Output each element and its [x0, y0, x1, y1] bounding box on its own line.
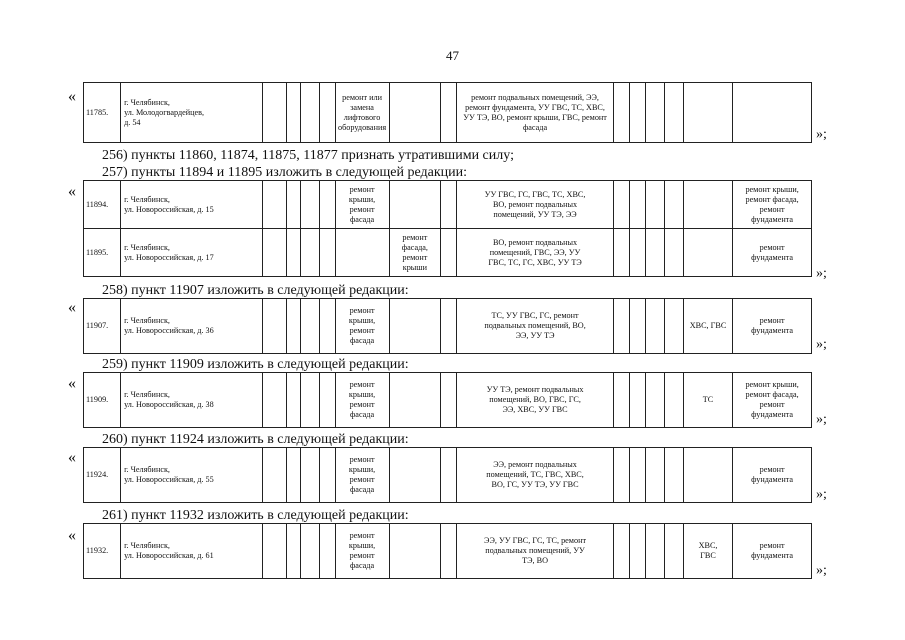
address-line: г. Челябинск, — [124, 194, 170, 204]
work-text: ремонт — [349, 306, 375, 315]
work-cell — [389, 373, 441, 428]
work-cell — [441, 299, 457, 354]
record-table — [83, 298, 812, 354]
work-text: подвальных помещений, УУ — [485, 546, 585, 555]
work-cell — [614, 524, 630, 579]
work-cell — [300, 181, 319, 229]
work-cell — [664, 181, 683, 229]
work-cell — [262, 373, 287, 428]
work-text: оборудования — [338, 122, 387, 132]
work-cell — [262, 83, 287, 143]
work-cell — [441, 181, 457, 229]
work-text: УУ ТЭ, ремонт подвальных — [486, 385, 584, 394]
work-cell — [300, 373, 319, 428]
work-text: ремонт — [759, 400, 785, 409]
work-text: ЭЭ, УУ ТЭ — [515, 331, 555, 340]
work-cell — [319, 448, 335, 503]
work-cell — [456, 299, 613, 354]
work-text: ремонт — [349, 455, 375, 464]
work-text: ЭЭ, УУ ГВС, ГС, ТС, ремонт — [484, 536, 587, 545]
section-heading: 261) пункт 11932 изложить в следующей редакции: — [102, 508, 409, 523]
address-cell — [121, 181, 263, 229]
work-cell — [335, 83, 389, 143]
address-line: ул. Молодогвардейцев, — [124, 107, 205, 117]
work-cell — [441, 83, 457, 143]
work-text: фундамента — [751, 475, 794, 484]
address-line: г. Челябинск, — [124, 97, 170, 107]
work-text: ЭЭ, ХВС, УУ ГВС — [502, 405, 568, 414]
address-line: г. Челябинск, — [124, 242, 170, 252]
work-cell — [629, 229, 645, 277]
work-text: крыши, — [348, 541, 376, 550]
work-cell — [629, 83, 645, 143]
work-cell — [441, 373, 457, 428]
section-heading: 257) пункты 11894 и 11895 изложить в следующей редакции: — [102, 165, 468, 180]
work-text: фасада — [350, 561, 375, 570]
work-text: ХВС, — [698, 541, 718, 550]
work-cell — [262, 181, 287, 229]
work-cell — [456, 181, 613, 229]
work-cell — [683, 373, 732, 428]
work-cell — [287, 181, 300, 229]
work-cell — [335, 524, 389, 579]
work-text: ремонт — [759, 316, 785, 325]
work-cell — [335, 373, 389, 428]
work-text: ремонт — [349, 380, 375, 389]
work-text: фасада — [350, 214, 375, 224]
closing-quote: »; — [816, 266, 827, 281]
record-table — [83, 372, 812, 428]
opening-quote: « — [68, 183, 76, 200]
work-cell — [733, 373, 812, 428]
work-text: ВО, ремонт подвальных — [492, 237, 578, 247]
work-cell — [664, 229, 683, 277]
work-text: ремонт крыши, — [745, 380, 799, 389]
work-text: ГВС — [700, 551, 716, 560]
work-cell — [645, 229, 664, 277]
work-cell — [733, 524, 812, 579]
item-number: 11785. — [84, 83, 121, 143]
work-cell — [664, 83, 683, 143]
work-text: фасада — [350, 410, 375, 419]
work-cell — [614, 448, 630, 503]
work-cell — [389, 83, 441, 143]
work-cell — [645, 373, 664, 428]
work-text: помещений, ГВС, ЭЭ, УУ — [489, 247, 581, 257]
address-line: г. Челябинск, — [124, 316, 170, 325]
address-cell — [121, 299, 263, 354]
work-cell — [664, 448, 683, 503]
work-text: фундамента — [751, 410, 794, 419]
work-cell — [614, 299, 630, 354]
work-text: ремонт — [349, 184, 375, 194]
work-cell — [683, 83, 732, 143]
work-cell — [319, 299, 335, 354]
address-line: ул. Новороссийская, д. 15 — [124, 204, 214, 214]
opening-quote: « — [68, 449, 76, 466]
work-cell — [645, 524, 664, 579]
work-cell — [300, 83, 319, 143]
work-cell — [287, 299, 300, 354]
work-cell — [441, 229, 457, 277]
work-cell — [683, 181, 732, 229]
opening-quote: « — [68, 375, 76, 392]
table-row — [84, 181, 812, 229]
work-cell — [456, 524, 613, 579]
table-row — [84, 524, 812, 579]
work-text: подвальных помещений, ВО, — [484, 321, 586, 330]
work-cell — [664, 373, 683, 428]
work-cell — [335, 448, 389, 503]
work-text: крыши, — [348, 390, 376, 399]
work-text: фундамента — [751, 252, 794, 262]
work-cell — [319, 83, 335, 143]
work-cell — [733, 229, 812, 277]
section-heading: 260) пункт 11924 изложить в следующей редакции: — [102, 432, 409, 447]
work-text: ремонт — [759, 204, 785, 214]
work-cell — [733, 448, 812, 503]
work-cell — [629, 181, 645, 229]
work-cell — [614, 181, 630, 229]
work-cell — [629, 448, 645, 503]
work-text: ХВС, ГВС — [689, 321, 727, 330]
work-text: ремонт — [349, 204, 375, 214]
work-text: УУ ТЭ, ВО, ремонт крыши, ГВС, ремонт — [463, 112, 607, 122]
work-text: ЭЭ, ремонт подвальных — [493, 460, 577, 469]
work-cell — [389, 181, 441, 229]
work-cell — [389, 448, 441, 503]
work-text: фундамента — [751, 551, 794, 560]
record-table — [83, 82, 812, 143]
work-cell — [262, 299, 287, 354]
section-heading: 259) пункт 11909 изложить в следующей редакции: — [102, 357, 409, 372]
work-text: ТС — [702, 395, 714, 404]
work-cell — [300, 448, 319, 503]
opening-quote: « — [68, 527, 76, 544]
work-cell — [319, 373, 335, 428]
item-number: 11907. — [84, 299, 121, 354]
work-text: ТЭ, ВО — [522, 556, 548, 565]
work-cell — [456, 373, 613, 428]
work-cell — [664, 299, 683, 354]
work-text: ремонт — [349, 326, 375, 335]
record-table — [83, 180, 812, 277]
record-table — [83, 447, 812, 503]
work-text: крыши — [402, 262, 427, 272]
work-text: ВО, ГС, УУ ТЭ, УУ ГВС — [491, 480, 579, 489]
work-text: ремонт фасада, — [745, 390, 799, 399]
work-cell — [733, 181, 812, 229]
work-text: крыши, — [348, 465, 376, 474]
work-text: фундамента — [751, 214, 794, 224]
work-text: ремонт подвальных помещений, ЭЭ, — [471, 92, 599, 102]
work-cell — [629, 373, 645, 428]
table-row — [84, 299, 812, 354]
work-cell — [683, 229, 732, 277]
work-text: ГВС, ТС, ГС, ХВС, УУ ТЭ — [488, 257, 582, 267]
work-text: ремонт — [349, 475, 375, 484]
work-cell — [664, 524, 683, 579]
work-cell — [287, 229, 300, 277]
item-number: 11924. — [84, 448, 121, 503]
record-table — [83, 523, 812, 579]
address-line: ул. Новороссийская, д. 61 — [124, 551, 214, 560]
work-text: ремонт — [402, 232, 428, 242]
address-cell — [121, 448, 263, 503]
work-cell — [614, 229, 630, 277]
table-row — [84, 229, 812, 277]
work-cell — [389, 524, 441, 579]
address-line: г. Челябинск, — [124, 390, 170, 399]
work-cell — [300, 524, 319, 579]
section-heading: 258) пункт 11907 изложить в следующей редакции: — [102, 283, 409, 298]
work-text: крыши, — [348, 316, 376, 325]
work-text: фасада — [350, 485, 375, 494]
work-text: фундамента — [751, 326, 794, 335]
work-text: ремонт фасада, — [745, 194, 799, 204]
address-cell — [121, 83, 263, 143]
opening-quote: « — [68, 299, 76, 316]
closing-quote: »; — [816, 563, 827, 578]
address-line: ул. Новороссийская, д. 17 — [124, 252, 214, 262]
work-cell — [335, 181, 389, 229]
address-line: ул. Новороссийская, д. 36 — [124, 326, 214, 335]
closing-quote: »; — [816, 337, 827, 352]
work-cell — [733, 299, 812, 354]
table-row — [84, 448, 812, 503]
work-cell — [319, 181, 335, 229]
address-line: ул. Новороссийская, д. 38 — [124, 400, 214, 409]
address-line: ул. Новороссийская, д. 55 — [124, 475, 214, 484]
work-text: ТС, УУ ГВС, ГС, ремонт — [491, 311, 579, 320]
work-text: ремонт — [402, 252, 428, 262]
work-text: фасада — [350, 336, 375, 345]
work-text: фасада — [522, 122, 548, 132]
work-text: ремонт — [349, 531, 375, 540]
work-text: ремонт крыши, — [745, 184, 799, 194]
work-cell — [262, 448, 287, 503]
work-cell — [335, 229, 389, 277]
closing-quote: »; — [816, 412, 827, 427]
opening-quote: « — [68, 88, 76, 105]
work-cell — [456, 83, 613, 143]
work-text: лифтового — [343, 112, 381, 122]
work-text: помещений, УУ ТЭ, ЭЭ — [493, 209, 577, 219]
work-cell — [300, 299, 319, 354]
page-number: 47 — [446, 48, 459, 63]
work-cell — [319, 229, 335, 277]
item-number: 11909. — [84, 373, 121, 428]
work-cell — [262, 524, 287, 579]
work-cell — [614, 83, 630, 143]
work-cell — [456, 229, 613, 277]
item-number: 11895. — [84, 229, 121, 277]
address-cell — [121, 229, 263, 277]
work-text: УУ ГВС, ГС, ГВС, ТС, ХВС, — [484, 189, 586, 199]
work-cell — [629, 524, 645, 579]
work-text: крыши, — [348, 194, 376, 204]
work-text: ремонт фундамента, УУ ГВС, ТС, ХВС, — [465, 102, 605, 112]
table-row — [84, 83, 812, 143]
work-text: ремонт — [759, 242, 785, 252]
work-text: ремонт — [759, 541, 785, 550]
work-cell — [389, 299, 441, 354]
work-text: ремонт — [349, 551, 375, 560]
item-number: 11894. — [84, 181, 121, 229]
work-text: фасада, — [401, 242, 428, 252]
work-text: ремонт — [349, 400, 375, 409]
work-text: помещений, ТС, ГВС, ХВС, — [486, 470, 584, 479]
work-cell — [262, 229, 287, 277]
work-cell — [335, 299, 389, 354]
work-cell — [441, 448, 457, 503]
table-row — [84, 373, 812, 428]
work-cell — [287, 524, 300, 579]
address-cell — [121, 524, 263, 579]
work-cell — [683, 299, 732, 354]
work-cell — [456, 448, 613, 503]
closing-quote: »; — [816, 487, 827, 502]
work-cell — [287, 448, 300, 503]
work-cell — [683, 524, 732, 579]
work-cell — [389, 229, 441, 277]
item-number: 11932. — [84, 524, 121, 579]
address-line: г. Челябинск, — [124, 541, 170, 550]
work-cell — [645, 181, 664, 229]
work-cell — [683, 448, 732, 503]
work-cell — [629, 299, 645, 354]
work-text: ремонт или замена — [342, 92, 382, 112]
work-cell — [733, 83, 812, 143]
work-cell — [319, 524, 335, 579]
address-line: д. 54 — [124, 117, 141, 127]
section-heading: 256) пункты 11860, 11874, 11875, 11877 признать утратившими силу; — [102, 148, 514, 163]
address-cell — [121, 373, 263, 428]
work-cell — [287, 83, 300, 143]
work-cell — [441, 524, 457, 579]
work-cell — [287, 373, 300, 428]
address-line: г. Челябинск, — [124, 465, 170, 474]
work-cell — [300, 229, 319, 277]
work-cell — [645, 299, 664, 354]
work-cell — [645, 83, 664, 143]
work-text: помещений, ВО, ГВС, ГС, — [489, 395, 581, 404]
closing-quote: »; — [816, 127, 827, 142]
work-cell — [645, 448, 664, 503]
work-text: ремонт — [759, 465, 785, 474]
work-text: ВО, ремонт подвальных — [492, 199, 578, 209]
work-cell — [614, 373, 630, 428]
